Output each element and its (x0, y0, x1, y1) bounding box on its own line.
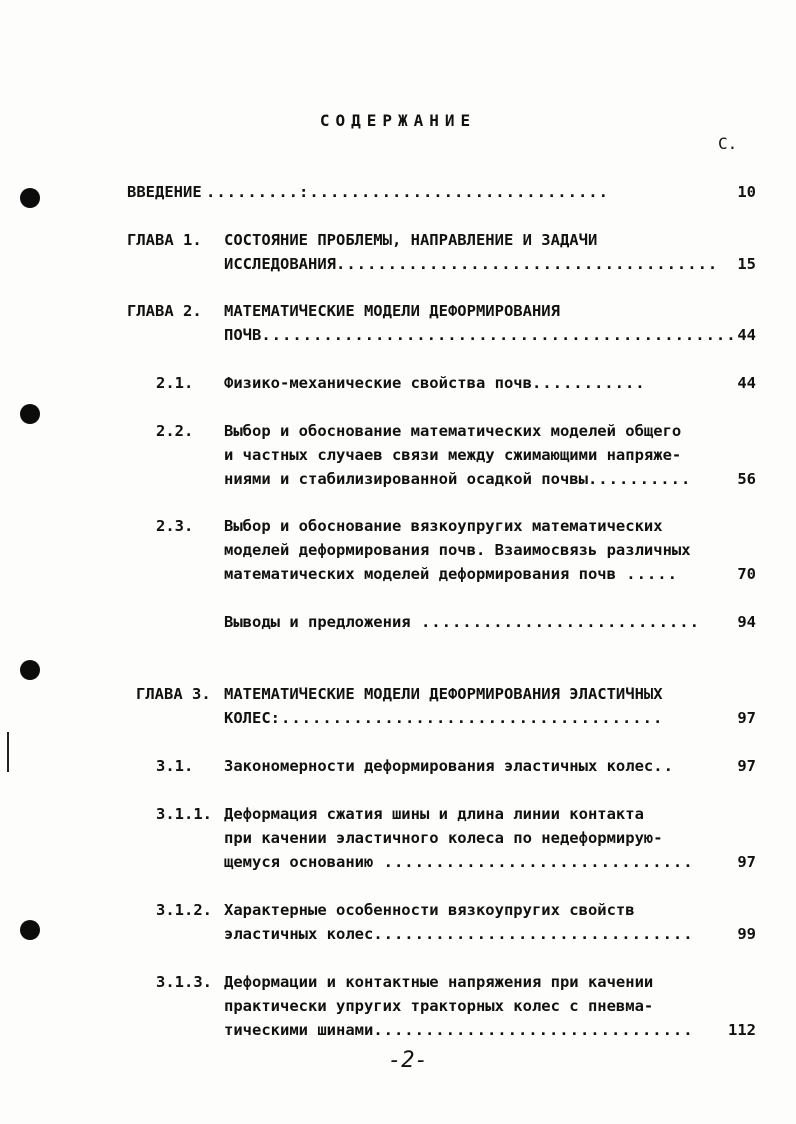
toc-leader-dots: ..... (615, 565, 678, 583)
toc-entry-text: моделей деформирования почв. Взаимосвязь различных (224, 541, 691, 559)
toc-entry-chapter-3 (0, 682, 756, 730)
toc-leader-dots: ........................... (410, 613, 700, 631)
toc-entry-number: 2.1. (156, 374, 194, 392)
toc-leader-dots: .............................................. (261, 326, 737, 344)
toc-entry-text: Деформация сжатия шины и длина линии контакта (224, 805, 644, 823)
toc-entry-3-1-2 (0, 898, 756, 946)
toc-page-number: 97 (737, 757, 756, 775)
toc-entry-text: МАТЕМАТИЧЕСКИЕ МОДЕЛИ ДЕФОРМИРОВАНИЯ ЭЛАСТИЧНЫХ (224, 685, 663, 703)
toc-entry-text: СОСТОЯНИЕ ПРОБЛЕМЫ, НАПРАВЛЕНИЕ И ЗАДАЧИ (224, 231, 598, 249)
toc-entry-text: практически упругих тракторных колес с пневма- (224, 997, 654, 1015)
toc-entry-3-1-3 (0, 970, 756, 1042)
toc-leader-dots: .........:............................. (206, 183, 609, 201)
toc-entry-text: при качении эластичного колеса по недеформирую- (224, 829, 663, 847)
toc-entry-chapter-1 (0, 228, 756, 276)
toc-entry-label: ВВЕДЕНИЕ (127, 183, 202, 201)
toc-leader-dots: ........... (531, 374, 646, 392)
toc-entry-text: математических моделей деформирования почв (224, 565, 616, 583)
toc-entry-text: щемуся основанию (224, 853, 374, 871)
page-column-label: С. (718, 134, 738, 153)
toc-entry-text: Деформации и контактные напряжения при качении (224, 973, 654, 991)
toc-entry-number: ГЛАВА 2. (127, 302, 202, 320)
toc-entry-number: 3.1.1. (156, 805, 212, 823)
toc-page-number: 97 (737, 853, 756, 871)
toc-page-number: 70 (737, 565, 756, 583)
toc-entry-text: Закономерности деформирования эластичных колес (224, 757, 654, 775)
toc-entry-text: Физико-механические свойства почв (224, 374, 532, 392)
toc-entry-number: ГЛАВА 3. (136, 685, 211, 703)
toc-entry-number: 3.1.3. (156, 973, 212, 991)
toc-page-number: 97 (737, 709, 756, 727)
toc-page-number: 112 (728, 1021, 756, 1039)
toc-entry-text: МАТЕМАТИЧЕСКИЕ МОДЕЛИ ДЕФОРМИРОВАНИЯ (224, 302, 560, 320)
toc-entry-text: КОЛЕС (224, 709, 271, 727)
toc-page-number: 94 (737, 613, 756, 631)
toc-entry-3-1-1 (0, 802, 756, 874)
toc-leader-dots: ............................... (373, 1021, 694, 1039)
toc-leader-dots: .. (653, 757, 674, 775)
toc-entry-text: Выбор и обоснование математических моделей общего (224, 422, 682, 440)
page-footer-number: -2- (388, 1048, 428, 1073)
toc-entry-introduction (0, 180, 756, 204)
toc-page-number: 56 (737, 470, 756, 488)
toc-entry-3-1 (0, 754, 756, 778)
toc-entry-number: 2.2. (156, 422, 194, 440)
toc-page-number: 99 (737, 925, 756, 943)
toc-entry-2-2 (0, 419, 756, 491)
toc-entry-text: ИССЛЕДОВАНИЯ (224, 255, 336, 273)
toc-page-number: 15 (737, 255, 756, 273)
toc-entry-number: 3.1. (156, 757, 194, 775)
toc-page-number: 10 (737, 183, 756, 201)
binder-hole-icon (20, 660, 40, 680)
toc-leader-dots: :..................................... (270, 709, 664, 727)
toc-entry-text: тическими шинами (224, 1021, 374, 1039)
toc-page-number: 44 (737, 374, 756, 392)
toc-entry-text: Выводы и предложения (224, 613, 411, 631)
toc-entry-conclusions (0, 610, 756, 634)
toc-entry-text: и частных случаев связи между сжимающими напряже- (224, 446, 682, 464)
toc-entry-text: ПОЧВ (224, 326, 262, 344)
toc-entry-number: ГЛАВА 1. (127, 231, 202, 249)
toc-entry-2-1 (0, 371, 756, 395)
toc-entry-text: Характерные особенности вязкоупругих свойств (224, 901, 635, 919)
toc-leader-dots: .............................. (373, 853, 694, 871)
toc-entry-number: 3.1.2. (156, 901, 212, 919)
toc-entry-2-3 (0, 514, 756, 586)
toc-entry-number: 2.3. (156, 517, 194, 535)
toc-leader-dots: ............................... (373, 925, 694, 943)
toc-entry-chapter-2 (0, 299, 756, 347)
document-title: СОДЕРЖАНИЕ (319, 111, 477, 130)
toc-leader-dots: ..................................... (335, 255, 719, 273)
toc-leader-dots: .......... (587, 470, 692, 488)
toc-page-number: 44 (737, 326, 756, 344)
toc-entry-text: ниями и стабилизированной осадкой почвы (224, 470, 588, 488)
toc-entry-text: Выбор и обоснование вязкоупругих математических (224, 517, 663, 535)
toc-entry-text: эластичных колес (224, 925, 374, 943)
